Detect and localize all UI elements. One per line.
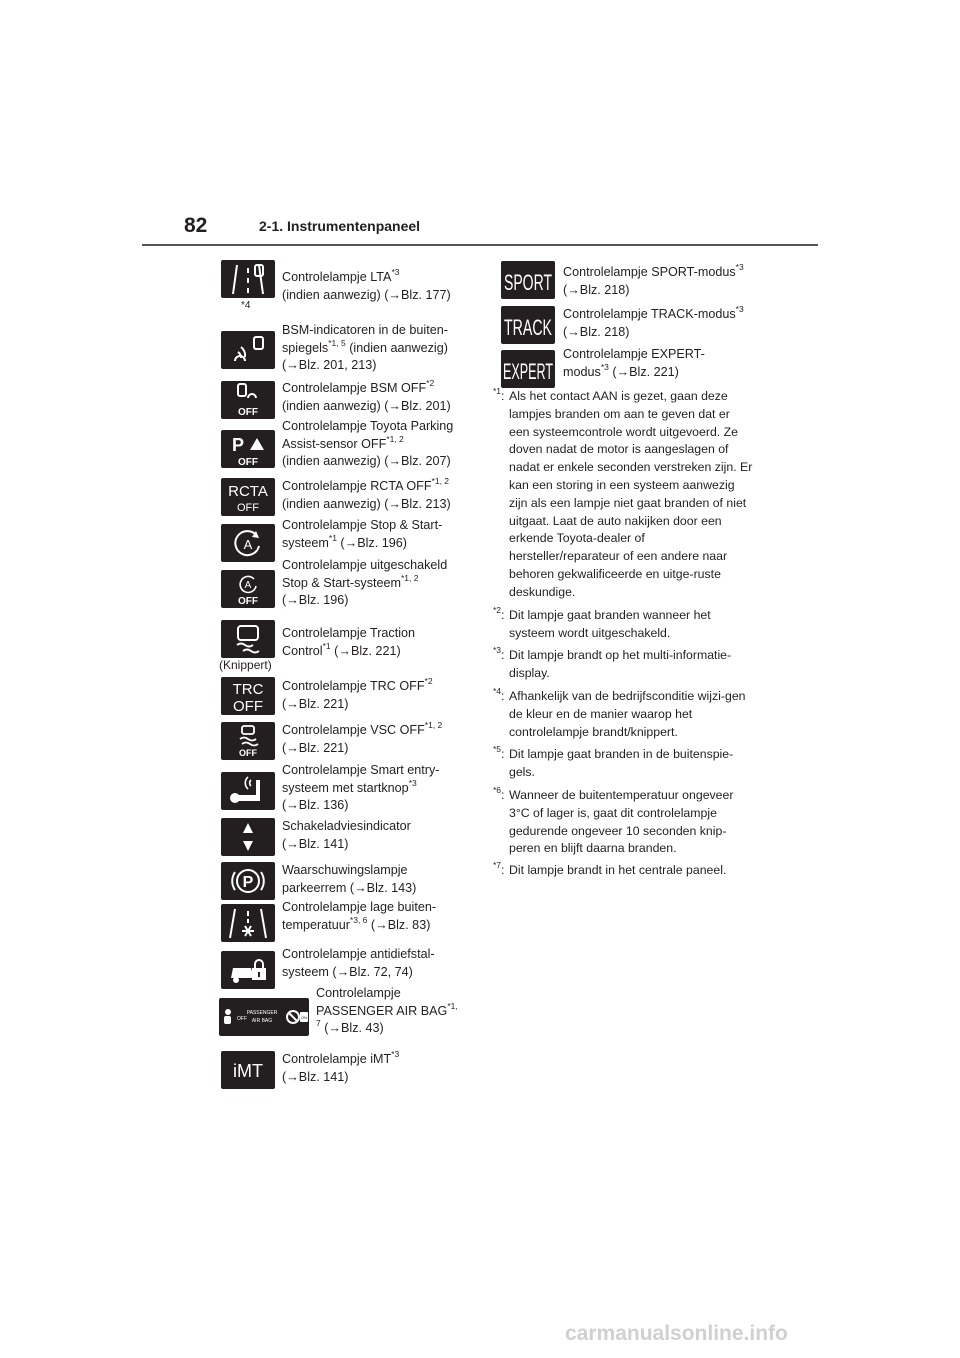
traction-control-icon — [221, 620, 275, 658]
svg-text:TRACK: TRACK — [504, 315, 553, 340]
icon-note: *4 — [241, 300, 251, 311]
vsc-off-icon — [221, 722, 275, 760]
item-title: Controlelampje iMT — [282, 1052, 392, 1066]
item-title: Controlelampje VSC OFF — [282, 723, 425, 737]
watermark: carmanualsonline.info — [565, 1322, 788, 1345]
item-title: Controlelampje — [316, 986, 401, 1000]
item-title: Controlelampje antidiefstal- — [282, 947, 435, 961]
item-title: Controlelampje Toyota Parking — [282, 419, 454, 433]
footnote: $^{*5}$: Dit lampje gaat branden in de buitenspie-gels. — [493, 744, 734, 779]
item-title: Controlelampje Smart entry- — [282, 763, 440, 777]
bsm-indicator-icon — [221, 331, 275, 369]
footnote: $^{*4}$: Afhankelijk van de bedrijfsconditie wijzi-gen de kleur en de manier waarop het controlelampje brandt/knippert. — [493, 686, 746, 739]
passenger-airbag-icon — [219, 998, 309, 1036]
stop-start-icon — [221, 524, 275, 562]
svg-text:OFF: OFF — [238, 596, 258, 607]
bsm-off-icon — [221, 381, 275, 419]
sport-mode-icon — [501, 261, 555, 299]
footnote: $^{*6}$: Wanneer de buitentemperatuur ongeveer 3°C of lager is, gaat dit controlelampje gedurende ongeveer 10 seconden knip-peren en blijft daarna branden. — [493, 785, 734, 856]
footnote: $^{*1}$: Als het contact AAN is gezet, gaan deze lampjes branden om aan te geven dat er een systeemcontrole wordt uitgevoerd. Ze doven nadat de motor is aangeslagen of nadat er enkele seconden verstreken zijn. Er kan een storing in een systeem aanwezig zijn als een lampje niet gaat branden of niet uitgaat. Laat de auto nakijken door een erkende Toyota-dealer of hersteller/reparateur of een andere naar behoren gekwalificeerde en uitge-ruste deskundige. — [493, 386, 753, 599]
item-title: Controlelampje Stop & Start- — [282, 518, 443, 532]
stop-start-off-icon — [221, 570, 275, 608]
page-number: 82 — [184, 214, 208, 237]
svg-text:P: P — [232, 435, 245, 455]
item-title: Controlelampje uitgeschakeld — [282, 558, 448, 572]
svg-text:OFF: OFF — [237, 502, 259, 514]
smart-entry-icon — [221, 772, 275, 810]
item-title: Controlelampje TRC OFF — [282, 679, 425, 693]
svg-text:OFF: OFF — [238, 407, 258, 418]
svg-text:A: A — [244, 580, 252, 591]
footnote: $^{*7}$: Dit lampje brandt in het centrale paneel. — [493, 860, 727, 877]
item-title: Controlelampje EXPERT- — [563, 347, 705, 361]
icon-note: (Knippert) — [219, 658, 272, 672]
item-title: Controlelampje LTA — [282, 270, 392, 284]
item-title: Waarschuwingslampje — [282, 863, 408, 877]
rcta-off-icon — [221, 478, 275, 516]
section-title: 2-1. Instrumentenpaneel — [259, 218, 421, 234]
svg-text:OFF: OFF — [233, 698, 263, 715]
footnote: $^{*2}$: Dit lampje gaat branden wanneer het systeem wordt uitgeschakeld. — [493, 605, 711, 640]
svg-text:A: A — [243, 537, 253, 552]
item-title: Controlelampje TRACK-modus — [563, 307, 736, 321]
lane-tracing-assist-icon — [221, 260, 275, 298]
parking-brake-icon — [221, 862, 275, 900]
svg-text:OFF: OFF — [238, 457, 258, 468]
item-title: Controlelampje BSM OFF — [282, 381, 427, 395]
svg-text:iMT: iMT — [233, 1061, 263, 1081]
trc-off-icon — [221, 677, 275, 715]
svg-text:P: P — [242, 874, 254, 891]
low-temperature-icon — [221, 904, 275, 942]
item-title: Controlelampje RCTA OFF — [282, 479, 432, 493]
svg-text:TRC: TRC — [232, 681, 264, 698]
track-mode-icon — [501, 306, 555, 344]
anti-theft-icon — [221, 951, 275, 989]
svg-text:OFF: OFF — [237, 1016, 247, 1022]
footnote: $^{*3}$: Dit lampje brandt op het multi-informatie-display. — [493, 645, 732, 680]
item-title: BSM-indicatoren in de buiten- — [282, 323, 448, 337]
item-title: Controlelampje Traction — [282, 626, 415, 640]
svg-text:RCTA: RCTA — [228, 483, 268, 500]
svg-text:ON: ON — [301, 1015, 307, 1020]
svg-text:OFF: OFF — [239, 748, 257, 758]
shift-indicator-icon — [221, 818, 275, 856]
svg-text:AIR BAG: AIR BAG — [251, 1018, 273, 1024]
parking-assist-off-icon — [221, 430, 275, 468]
item-title: Controlelampje SPORT-modus — [563, 265, 736, 279]
item-title: Controlelampje lage buiten- — [282, 900, 437, 914]
item-title: Schakeladviesindicator — [282, 819, 411, 833]
svg-text:EXPERT: EXPERT — [503, 359, 553, 384]
svg-text:PASSENGER: PASSENGER — [246, 1010, 278, 1016]
header-rule — [142, 244, 818, 246]
svg-text:SPORT: SPORT — [504, 270, 552, 295]
imt-icon — [221, 1051, 275, 1089]
expert-mode-icon — [501, 350, 555, 388]
